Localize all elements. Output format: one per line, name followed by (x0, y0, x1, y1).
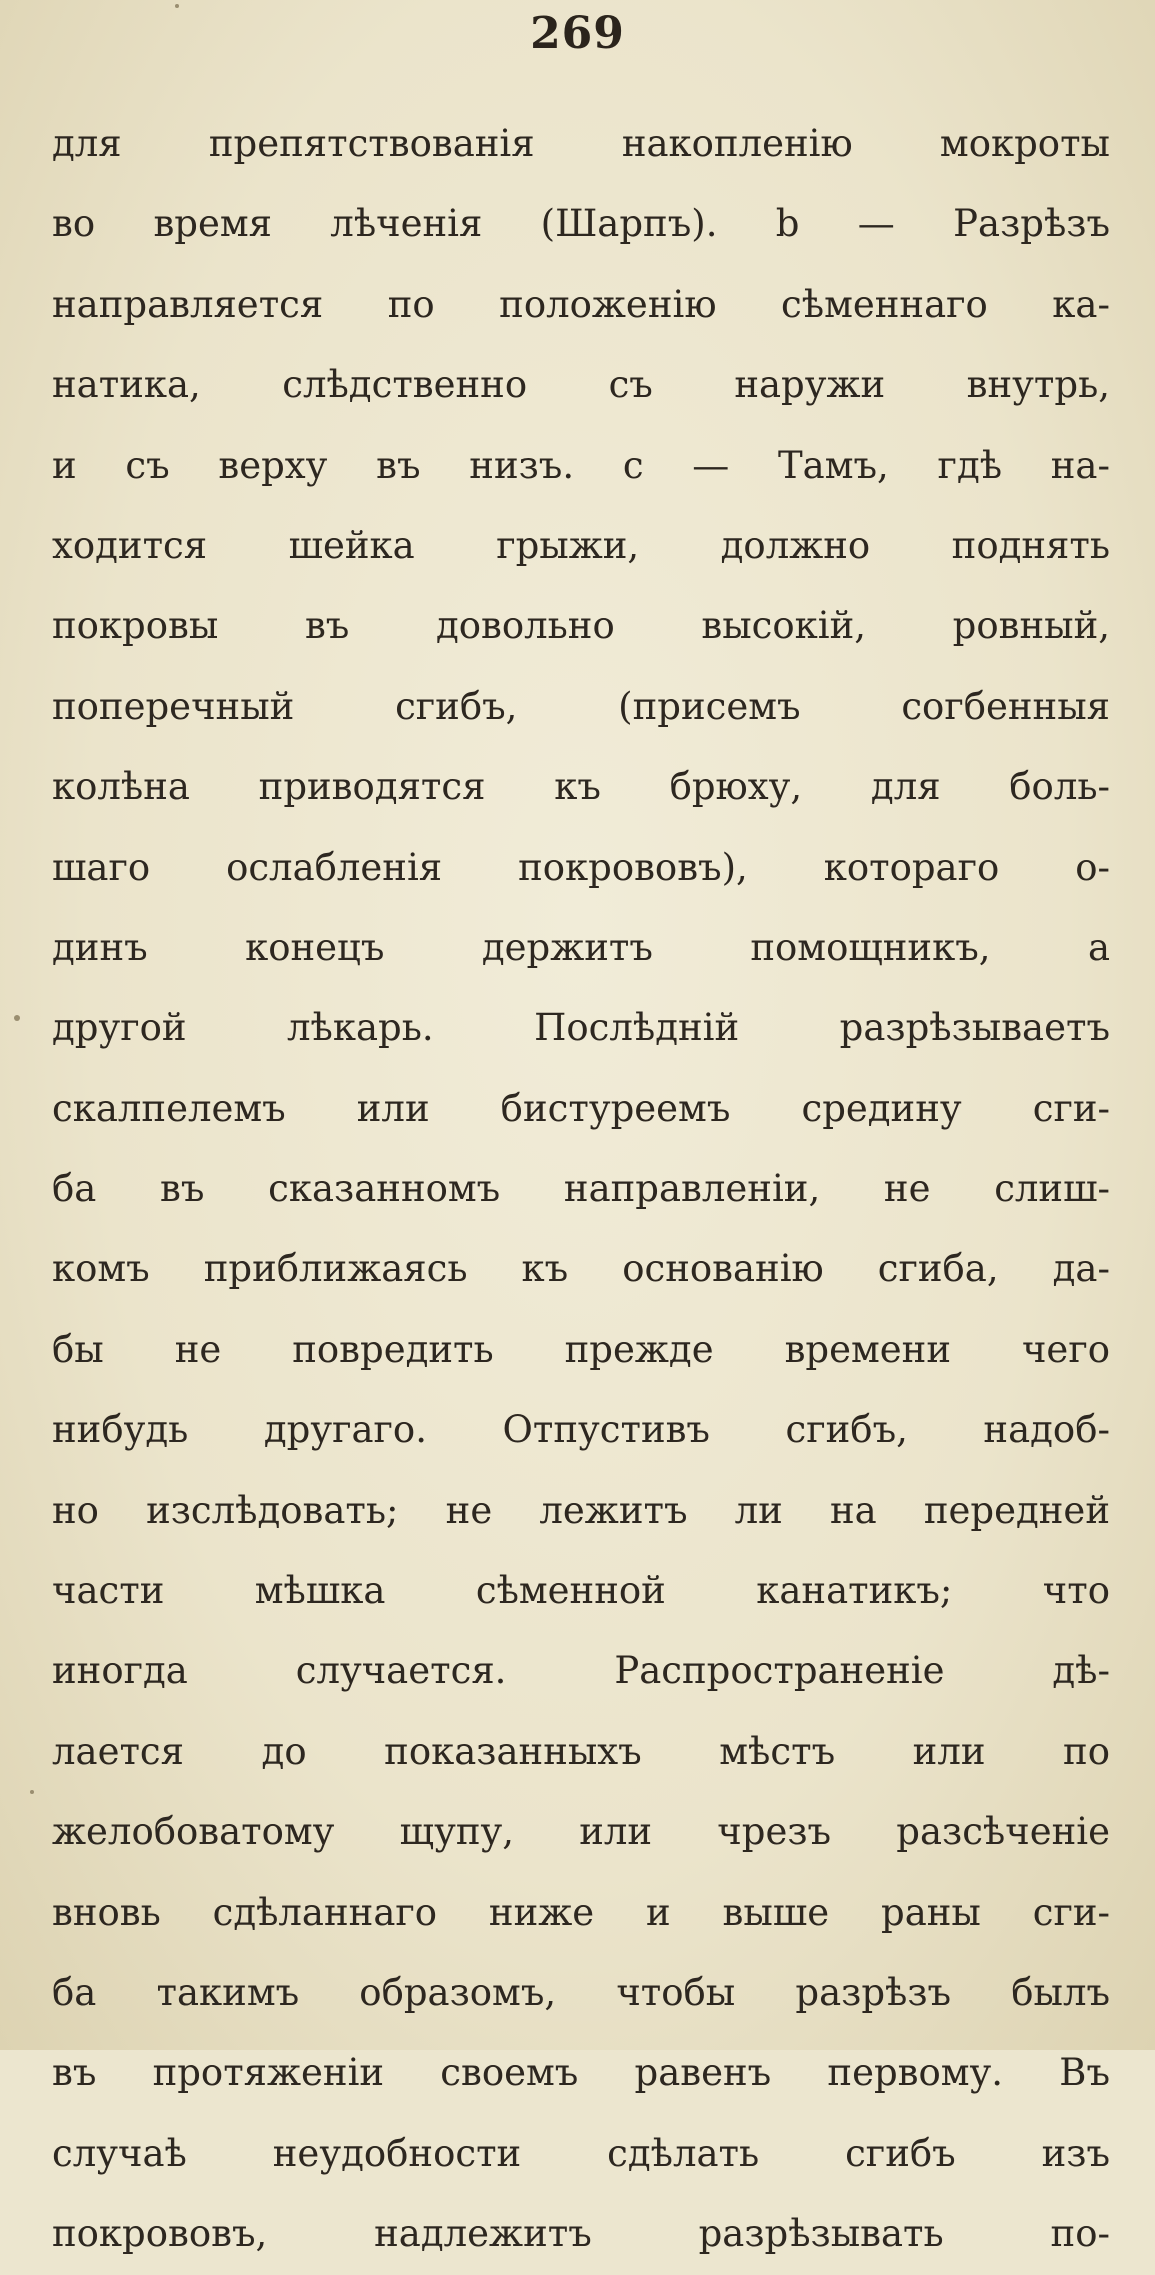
text-line: ходится шейка грыжи, должно поднять (52, 523, 1110, 567)
text-line: динъ конецъ держитъ помощникъ, а (52, 925, 1110, 969)
text-line: шаго ослабленія покрововъ), котораго о- (52, 845, 1110, 889)
text-line: покрововъ, надлежитъ разрѣзывать по- (52, 2212, 1110, 2256)
text-line: части мѣшка сѣменной канатикъ; что (52, 1569, 1110, 1613)
text-line: и съ верху въ низъ. c — Тамъ, гдѣ на- (52, 443, 1110, 487)
text-line: покровы въ довольно высокій, ровный, (52, 604, 1110, 648)
page-body-text (52, 104, 1110, 2275)
paper-speck (175, 4, 179, 8)
text-line: случаѣ неудобности сдѣлать сгибъ изъ (52, 2131, 1110, 2175)
text-line: поперечный сгибъ, (присемъ согбенныя (52, 684, 1110, 728)
text-line: бы не повредить прежде времени чего (52, 1327, 1110, 1371)
text-line: въ протяженіи своемъ равенъ первому. Въ (52, 2051, 1110, 2095)
text-line: желобоватому щупу, или чрезъ разсѣченіе (52, 1810, 1110, 1854)
text-line: ба въ сказанномъ направленіи, не слиш- (52, 1167, 1110, 1211)
text-line: колѣна приводятся къ брюху, для боль- (52, 765, 1110, 809)
text-line: направляется по положенію сѣменнаго ка- (52, 282, 1110, 326)
text-line: иногда случается. Распространеніе дѣ- (52, 1649, 1110, 1693)
text-line: натика, слѣдственно съ наружи внутрь, (52, 363, 1110, 407)
paper-speck (30, 1790, 34, 1794)
page-number: 269 (530, 8, 625, 59)
text-line: вновь сдѣланнаго ниже и выше раны сги- (52, 1890, 1110, 1934)
text-line: другой лѣкарь. Послѣдній разрѣзываетъ (52, 1006, 1110, 1050)
text-line: для препятствованія накопленію мокроты (52, 122, 1110, 165)
text-line: ба такимъ образомъ, чтобы разрѣзъ былъ (52, 1970, 1110, 2014)
text-line: лается до показанныхъ мѣстъ или по (52, 1729, 1110, 1773)
text-line: скалпелемъ или бистуреемъ средину сги- (52, 1086, 1110, 1130)
text-line: нибудь другаго. Отпустивъ сгибъ, надоб- (52, 1408, 1110, 1452)
paper-speck (14, 1015, 20, 1021)
text-line: но изслѣдовать; не лежитъ ли на передней (52, 1488, 1110, 1532)
text-line: комъ приближаясь къ основанію сгиба, да- (52, 1247, 1110, 1291)
text-line: во время лѣченія (Шарпъ). b — Разрѣзъ (52, 202, 1110, 246)
